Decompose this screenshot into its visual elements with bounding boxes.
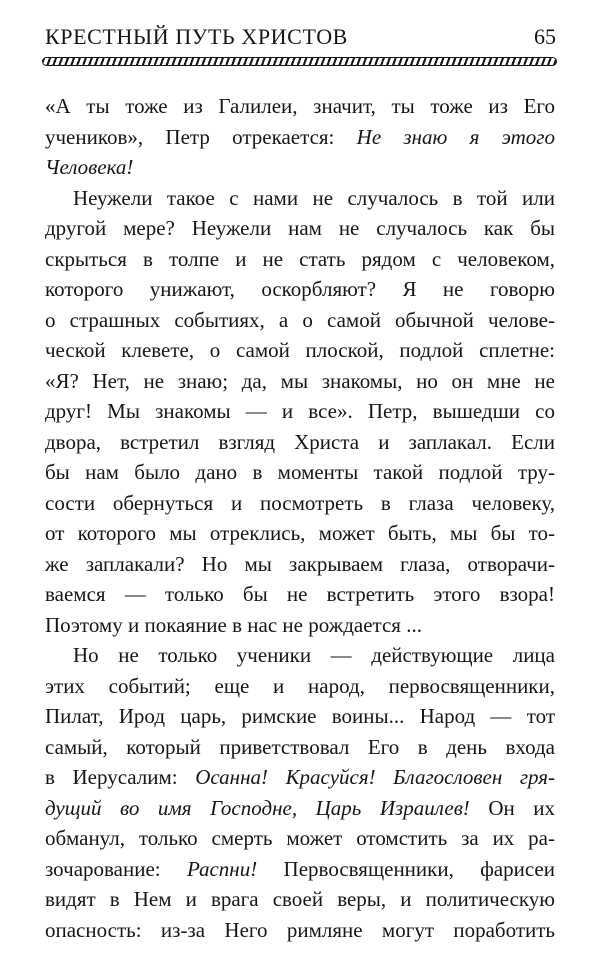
italic-run: Осанна! Красуйся! Благословен гря-	[195, 765, 555, 789]
text-run: «А ты тоже из Галилеи, значит, ты тоже из Его	[45, 94, 555, 118]
text-line	[45, 549, 555, 580]
text-line	[45, 915, 555, 946]
text-line	[45, 91, 555, 122]
text-run: ваемся — только бы не встретить этого взора!	[45, 582, 555, 606]
text-run: двора, встретил взгляд Христа и заплакал. Если	[45, 429, 555, 454]
text-line	[45, 610, 555, 641]
text-run: скрыться в толпе и не стать рядом с человеком,	[45, 246, 555, 271]
text-run: другой мере? Неужели нам не случалось как бы	[45, 216, 555, 240]
text-run: Но не только ученики — действующие лица	[73, 643, 555, 667]
rope-divider	[42, 57, 557, 66]
text-line	[45, 701, 555, 732]
italic-run: Человека!	[45, 155, 134, 179]
text-run: Пилат, Ирод царь, римские воины... Народ — тот	[45, 704, 555, 728]
text-line	[45, 854, 555, 885]
text-run: в Иерусалим:	[45, 765, 196, 789]
text-line	[45, 396, 555, 427]
text-line	[45, 823, 555, 854]
text-run: обманул, только смерть может отомстить за их ра-	[45, 826, 555, 850]
text-line	[45, 335, 555, 366]
text-line	[45, 488, 555, 519]
text-line	[45, 579, 555, 610]
text-line	[45, 122, 555, 153]
text-run: же заплакали? Но мы закрываем глаза, отворачи-	[45, 551, 555, 576]
text-line	[45, 671, 555, 702]
text-line	[45, 183, 555, 214]
running-title: КРЕСТНЫЙ ПУТЬ ХРИСТОВ	[45, 24, 348, 49]
text-line	[45, 152, 555, 183]
text-run: бы нам было дано в моменты такой подлой тру-	[45, 460, 555, 484]
text-run: о страшных событиях, а о самой обычной челове-	[45, 307, 555, 332]
text-run: видят в Нем и врага своей веры, и политическую	[45, 887, 555, 911]
text-line	[45, 518, 555, 549]
text-line	[45, 884, 555, 915]
text-line	[45, 366, 555, 397]
text-line	[45, 305, 555, 336]
text-run: этих событий; еще и народ, первосвященники,	[45, 673, 555, 698]
page-header	[45, 24, 556, 50]
text-line	[45, 457, 555, 488]
text-line	[45, 793, 555, 824]
text-run: сости обернуться и посмотреть в глаза человеку,	[45, 490, 555, 515]
text-run: ческой клевете, о самой плоской, подлой сплетне:	[45, 338, 555, 362]
paragraph	[45, 91, 555, 183]
text-line	[45, 213, 555, 244]
text-run: которого унижают, оскорбляют? Я не говорю	[45, 277, 555, 301]
text-run: Он их	[469, 795, 555, 820]
text-line	[45, 640, 555, 671]
page-number: 65	[534, 24, 556, 49]
text-run: от которого мы отреклись, может быть, мы бы то-	[45, 521, 555, 545]
text-line	[45, 762, 555, 793]
text-line	[45, 274, 555, 305]
text-line	[45, 732, 555, 763]
text-run: Первосвященники, фарисеи	[257, 856, 555, 881]
paragraph	[45, 183, 555, 641]
text-line	[45, 244, 555, 275]
text-run: зочарование:	[45, 856, 187, 881]
text-run: самый, который приветствовал Его в день входа	[45, 734, 555, 759]
text-run: Неужели такое с нами не случалось в той или	[73, 185, 555, 210]
text-line	[45, 427, 555, 458]
italic-run: Не знаю я этого	[356, 124, 555, 149]
text-run: друг! Мы знакомы — и все». Петр, вышедши со	[45, 399, 555, 423]
paragraph	[45, 640, 555, 945]
body-text	[45, 91, 555, 945]
text-run: Поэтому и покаяние в нас не рождается ...	[45, 612, 422, 637]
text-run: опасность: из-за Него римляне могут поработить	[45, 917, 555, 942]
text-run: «Я? Нет, не знаю; да, мы знакомы, но он мне не	[45, 368, 555, 393]
italic-run: дущий во имя Господне, Царь Израилев!	[45, 795, 470, 820]
italic-run: Распни!	[186, 856, 258, 881]
text-run: учеников», Петр отрекается:	[45, 124, 357, 149]
